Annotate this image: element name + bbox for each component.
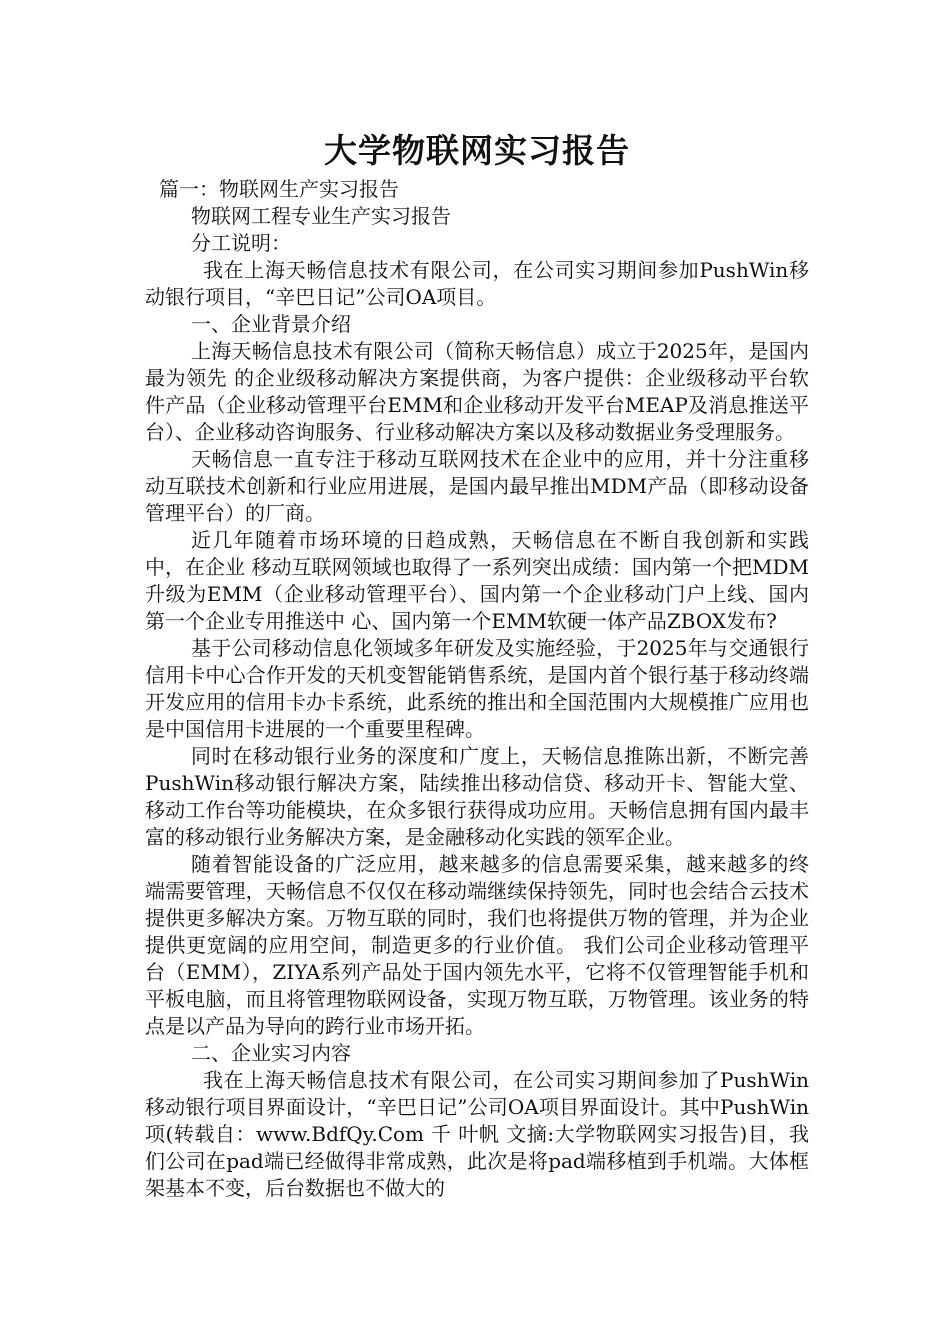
document-title: 大学物联网实习报告 (324, 131, 630, 170)
paragraph-internship-content: 我在上海天畅信息技术有限公司，在公司实习期间参加了PushWin移动银行项目界面设计，“辛巴日记”公司OA项目界面设计。其中PushWin项(转载自：www.BdfQy.Com 千 叶帆 文摘:大学物联网实习报告)目，我们公司在pad端已经做得非常成熟，此次是将pad端移植到手机端。大体框架基本不变，后台数据也不做大的 (145, 1068, 809, 1200)
paragraph-credit-card: 基于公司移动信息化领域多年研发及实施经验，于2025年与交通银行信用卡中心合作开发的天机变智能销售系统，是国内首个银行基于移动终端开发应用的信用卡办卡系统，此系统的推出和全国范围内大规模推广应用也是中国信用卡进展的一个重要里程碑。 (145, 636, 809, 741)
report-subtitle: 物联网工程专业生产实习报告 (191, 204, 451, 228)
paragraph-company-intro: 上海天畅信息技术有限公司（简称天畅信息）成立于2025年，是国内最为领先 的企业级移动解决方案提供商，为客户提供：企业级移动平台软件产品（企业移动管理平台EMM和企业移动开发平台MEAP及消息推送平台）、企业移动咨询服务、行业移动解决方案以及移动数据业务受理服务。 (145, 339, 809, 444)
paragraph-mobile-banking: 同时在移动银行业务的深度和广度上，天畅信息推陈出新，不断完善PushWin移动银行解决方案，陆续推出移动信贷、移动开卡、智能大堂、移动工作台等功能模块，在众多银行获得成功应用。天畅信息拥有国内最丰富的移动银行业务解决方案，是金融移动化实践的领军企业。 (145, 744, 809, 849)
section2-heading: 二、企业实习内容 (191, 1041, 351, 1065)
part-heading: 篇一：物联网生产实习报告 (159, 177, 399, 201)
paragraph-mdm: 天畅信息一直专注于移动互联网技术在企业中的应用，并十分注重移动互联技术创新和行业应用进展，是国内最早推出MDM产品（即移动设备管理平台）的厂商。 (145, 447, 809, 525)
division-paragraph: 我在上海天畅信息技术有限公司，在公司实习期间参加PushWin移动银行项目，“辛巴日记”公司OA项目。 (145, 258, 809, 309)
paragraph-iot: 随着智能设备的广泛应用，越来越多的信息需要采集，越来越多的终端需要管理，天畅信息不仅仅在移动端继续保持领先，同时也会结合云技术提供更多解决方案。万物互联的同时，我们也将提供万物的管理，并为企业提供更宽阔的应用空间，制造更多的行业价值。 我们公司企业移动管理平台（EMM），ZIYA系列产品处于国内领先水平，它将不仅管理智能手机和平板电脑，而且将管理物联网设备，实现万物互联，万物管理。该业务的特点是以产品为导向的跨行业市场开拓。 (145, 852, 809, 1038)
paragraph-achievements: 近几年随着市场环境的日趋成熟，天畅信息在不断自我创新和实践中，在企业 移动互联网领域也取得了一系列突出成绩：国内第一个把MDM升级为EMM（企业移动管理平台）、国内第一个企业移动门户上线、国内第一个企业专用推送中 心、国内第一个EMM软硬一体产品ZBOX发布? (145, 528, 809, 633)
division-label: 分工说明： (191, 231, 291, 255)
section1-heading: 一、企业背景介绍 (191, 312, 351, 336)
document-page (145, 128, 809, 1202)
